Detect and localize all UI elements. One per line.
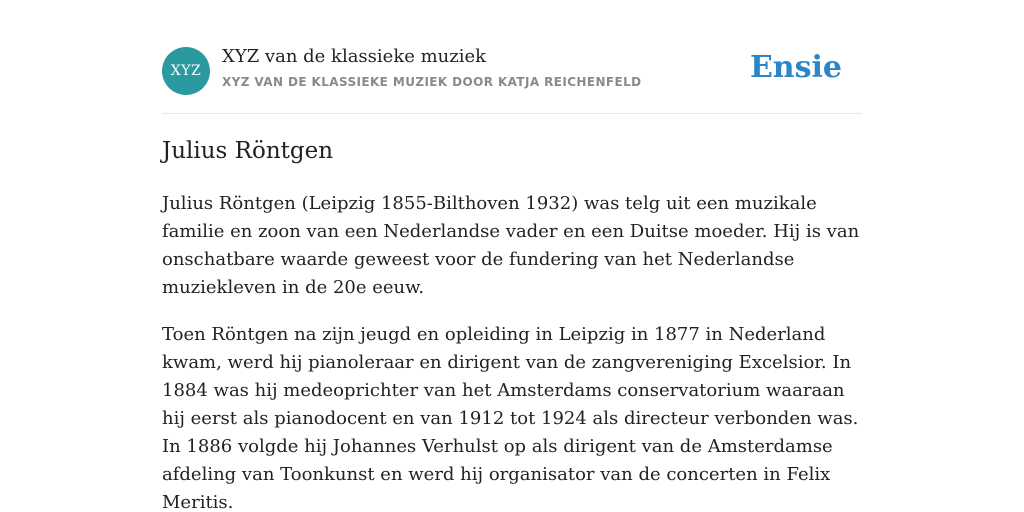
publication-avatar[interactable]: XYZ <box>162 47 210 95</box>
article-title: Julius Röntgen <box>162 138 334 164</box>
header <box>162 0 862 114</box>
publication-subtitle[interactable]: XYZ VAN DE KLASSIEKE MUZIEK DOOR KATJA REICHENFELD <box>222 75 642 89</box>
content-column <box>162 0 862 512</box>
article-paragraph: Julius Röntgen (Leipzig 1855-Bilthoven 1932) was telg uit een muzikale familie en zoon van een Nederlandse vader en een Duitse moeder. Hij is van onschatbare waarde geweest voor de fundering van het Nederlandse muziekleven in de 20e eeuw. <box>162 193 860 298</box>
publication-title[interactable]: XYZ van de klassieke muziek <box>222 46 487 67</box>
article-paragraph: Toen Röntgen na zijn jeugd en opleiding in Leipzig in 1877 in Nederland kwam, werd hij pianoleraar en dirigent van de zangvereniging Excelsior. In 1884 was hij medeoprichter van het Amsterdams conservatorium waaraan hij eerst als pianodocent en van 1912 tot 1924 als directeur verbonden was. In 1886 volgde hij Johannes Verhulst op als dirigent van de Amsterdamse afdeling van Toonkunst en werd hij organisator van de concerten in Felix Meritis. <box>162 324 859 512</box>
ensie-logo-link[interactable]: Ensie <box>749 50 842 85</box>
